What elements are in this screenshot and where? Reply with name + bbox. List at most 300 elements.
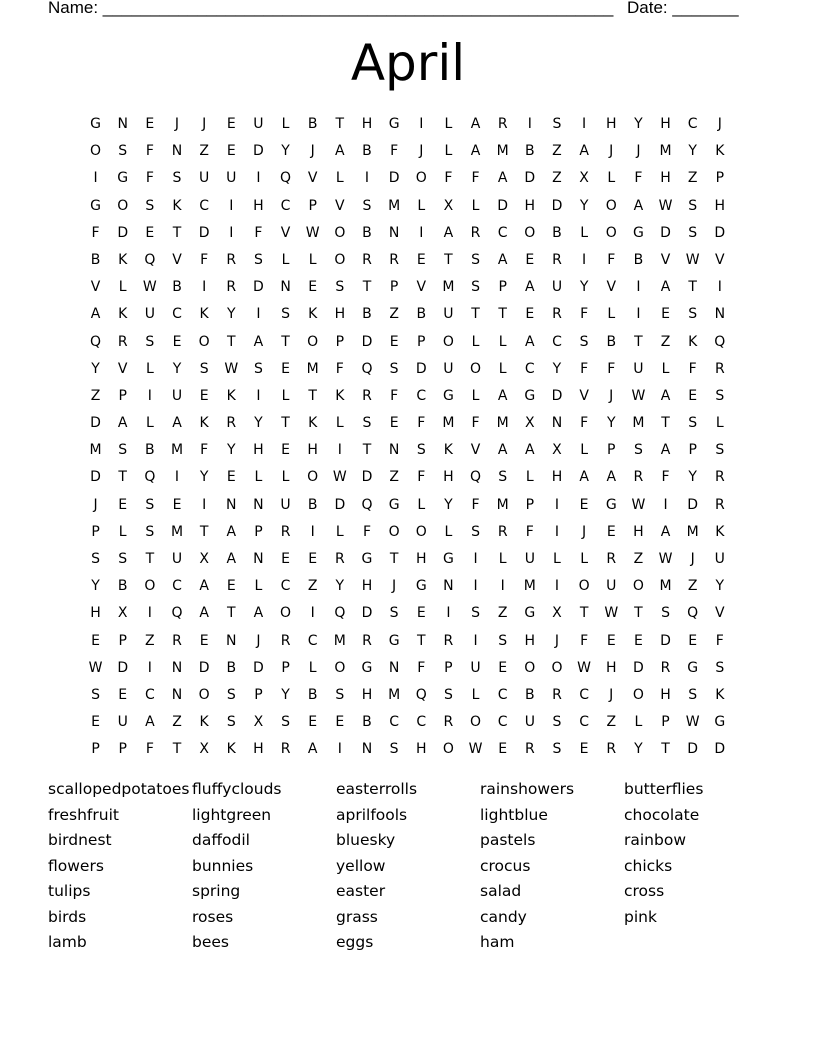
grid-letter: N bbox=[443, 578, 454, 595]
grid-letter: L bbox=[607, 306, 616, 323]
grid-letter: R bbox=[606, 741, 617, 758]
grid-letter: O bbox=[605, 197, 617, 214]
grid-letter: S bbox=[443, 686, 453, 703]
grid-letter: B bbox=[633, 251, 644, 268]
grid-letter: F bbox=[417, 659, 426, 676]
grid-row bbox=[82, 573, 734, 600]
grid-letter: T bbox=[118, 469, 127, 486]
grid-letter: K bbox=[199, 306, 209, 323]
grid-letter: L bbox=[281, 116, 290, 132]
grid-letter: L bbox=[471, 333, 480, 350]
grid-letter: A bbox=[525, 442, 535, 459]
grid-letter: L bbox=[471, 387, 480, 404]
grid-letter: E bbox=[118, 496, 128, 513]
grid-letter: R bbox=[443, 632, 454, 649]
grid-letter: I bbox=[147, 387, 152, 404]
grid-letter: X bbox=[579, 170, 589, 187]
grid-letter: T bbox=[199, 523, 209, 540]
grid-letter: R bbox=[606, 551, 617, 567]
grid-letter: S bbox=[226, 714, 236, 731]
grid-letter: D bbox=[687, 741, 699, 758]
grid-letter: R bbox=[280, 523, 291, 540]
grid-letter: E bbox=[525, 306, 535, 323]
grid-letter: E bbox=[281, 551, 290, 567]
grid-letter: T bbox=[362, 279, 372, 296]
grid-letter: K bbox=[199, 415, 209, 432]
grid-letter: H bbox=[307, 442, 318, 459]
grid-letter: I bbox=[717, 279, 722, 296]
grid-letter: D bbox=[253, 279, 264, 296]
grid-letter: F bbox=[145, 741, 154, 758]
grid-letter: G bbox=[117, 170, 129, 187]
grid-letter: S bbox=[389, 741, 399, 758]
grid-letter: N bbox=[226, 496, 237, 513]
grid-letter: B bbox=[552, 224, 562, 241]
grid-letter: E bbox=[308, 714, 318, 731]
grid-letter: A bbox=[470, 143, 481, 160]
grid-letter: E bbox=[525, 251, 535, 268]
grid-row bbox=[82, 111, 734, 138]
grid-letter: H bbox=[660, 170, 671, 187]
grid-letter: S bbox=[416, 442, 426, 459]
grid-letter: X bbox=[525, 415, 535, 432]
grid-letter: C bbox=[280, 197, 291, 214]
grid-letter: J bbox=[310, 143, 315, 160]
grid-letter: O bbox=[415, 523, 427, 540]
grid-letter: P bbox=[308, 197, 317, 214]
grid-letter: M bbox=[170, 442, 184, 459]
grid-letter: Q bbox=[280, 170, 292, 187]
grid-letter: F bbox=[580, 360, 589, 377]
grid-letter: E bbox=[281, 360, 290, 377]
grid-letter: S bbox=[471, 605, 480, 622]
grid-letter: Z bbox=[606, 714, 617, 731]
grid-letter: R bbox=[470, 224, 481, 241]
grid-letter: I bbox=[364, 170, 370, 187]
grid-letter: B bbox=[90, 251, 101, 268]
grid-letter: W bbox=[305, 224, 320, 241]
grid-letter: C bbox=[497, 224, 508, 241]
grid-letter: U bbox=[226, 170, 237, 187]
grid-letter: X bbox=[117, 605, 128, 622]
grid-letter: R bbox=[524, 741, 535, 758]
grid-letter: M bbox=[89, 442, 102, 459]
grid-letter: B bbox=[416, 306, 427, 323]
grid-letter: G bbox=[361, 551, 373, 567]
grid-letter: G bbox=[524, 387, 536, 404]
grid-letter: M bbox=[496, 143, 509, 160]
grid-letter: J bbox=[582, 523, 587, 540]
grid-letter: U bbox=[443, 306, 454, 323]
grid-letter: H bbox=[660, 686, 671, 703]
grid-letter: S bbox=[498, 632, 508, 649]
grid-row bbox=[82, 193, 734, 220]
grid-letter: C bbox=[497, 686, 508, 703]
grid-letter: L bbox=[308, 251, 317, 268]
grid-letter: R bbox=[226, 415, 237, 432]
grid-letter: O bbox=[334, 251, 346, 268]
grid-letter: Y bbox=[281, 143, 290, 160]
grid-letter: E bbox=[172, 496, 182, 513]
grid-letter: C bbox=[524, 360, 535, 377]
grid-letter: L bbox=[525, 469, 534, 486]
grid-letter: B bbox=[307, 496, 318, 513]
grid-letter: O bbox=[144, 578, 156, 595]
grid-letter: W bbox=[631, 496, 646, 513]
grid-letter: A bbox=[497, 170, 508, 187]
grid-letter: J bbox=[636, 143, 641, 160]
word-bank-item: butterflies bbox=[624, 780, 704, 798]
grid-letter: Z bbox=[307, 578, 318, 595]
grid-letter: H bbox=[415, 551, 427, 567]
word-bank-item: lightblue bbox=[480, 805, 548, 824]
grid-letter: U bbox=[470, 659, 481, 676]
grid-letter: G bbox=[90, 197, 101, 214]
grid-letter: I bbox=[310, 605, 315, 622]
grid-letter: H bbox=[714, 197, 726, 214]
grid-letter: V bbox=[470, 442, 481, 459]
grid-letter: A bbox=[606, 469, 617, 486]
grid-letter: A bbox=[470, 116, 481, 132]
grid-letter: N bbox=[388, 224, 400, 241]
grid-letter: S bbox=[335, 279, 345, 296]
grid-letter: Z bbox=[660, 333, 671, 350]
grid-letter: D bbox=[524, 170, 536, 187]
grid-letter: A bbox=[226, 523, 237, 540]
grid-row bbox=[82, 546, 734, 573]
word-bank-item: aprilfools bbox=[336, 805, 408, 824]
grid-letter: S bbox=[253, 360, 263, 377]
grid-letter: T bbox=[172, 224, 182, 241]
grid-letter: D bbox=[361, 333, 373, 350]
grid-letter: M bbox=[659, 578, 672, 595]
grid-letter: P bbox=[688, 442, 697, 459]
grid-letter: I bbox=[554, 496, 560, 513]
grid-letter: F bbox=[715, 632, 724, 649]
grid-letter: R bbox=[362, 387, 372, 404]
grid-letter: R bbox=[633, 469, 644, 486]
grid-letter: E bbox=[226, 116, 236, 132]
grid-letter: I bbox=[337, 442, 342, 459]
grid-letter: E bbox=[335, 714, 345, 731]
grid-letter: H bbox=[524, 632, 536, 649]
grid-letter: Y bbox=[335, 578, 345, 595]
grid-letter: Q bbox=[687, 605, 699, 622]
grid-letter: V bbox=[416, 279, 427, 296]
grid-letter: N bbox=[171, 143, 183, 160]
word-bank-item: crocus bbox=[480, 856, 531, 875]
grid-letter: Z bbox=[145, 632, 155, 649]
grid-letter: V bbox=[117, 360, 128, 377]
grid-letter: C bbox=[172, 578, 182, 595]
grid-letter: V bbox=[579, 387, 589, 404]
grid-letter: N bbox=[117, 116, 128, 132]
grid-letter: K bbox=[688, 333, 698, 350]
grid-row bbox=[82, 464, 734, 491]
grid-letter: F bbox=[471, 170, 480, 187]
grid-letter: Y bbox=[226, 442, 236, 459]
grid-letter: K bbox=[335, 387, 345, 404]
grid-letter: E bbox=[91, 632, 100, 649]
grid-letter: K bbox=[226, 387, 236, 404]
grid-letter: T bbox=[444, 251, 453, 268]
grid-letter: O bbox=[578, 578, 590, 595]
grid-letter: R bbox=[334, 551, 345, 567]
grid-letter: M bbox=[496, 496, 509, 513]
grid-letter: R bbox=[714, 496, 725, 513]
grid-letter: H bbox=[361, 578, 373, 595]
grid-letter: E bbox=[91, 714, 100, 731]
grid-letter: X bbox=[199, 551, 209, 567]
grid-letter: U bbox=[171, 551, 183, 567]
grid-letter: O bbox=[388, 523, 400, 540]
grid-letter: B bbox=[362, 143, 372, 160]
grid-letter: A bbox=[579, 143, 589, 160]
grid-letter: X bbox=[552, 605, 562, 622]
grid-letter: R bbox=[552, 251, 562, 268]
grid-letter: B bbox=[117, 578, 128, 595]
grid-row bbox=[82, 519, 734, 546]
grid-row bbox=[82, 301, 734, 328]
grid-letter: X bbox=[552, 442, 562, 459]
grid-letter: M bbox=[170, 523, 184, 540]
grid-letter: O bbox=[334, 224, 346, 241]
word-bank-item: spring bbox=[192, 882, 241, 900]
date-field[interactable]: Date: _______ bbox=[627, 0, 739, 17]
grid-letter: A bbox=[525, 333, 535, 350]
grid-letter: A bbox=[172, 415, 182, 432]
grid-row bbox=[82, 274, 734, 301]
grid-letter: L bbox=[580, 551, 588, 567]
grid-letter: S bbox=[253, 251, 263, 268]
grid-letter: E bbox=[172, 333, 182, 350]
grid-row bbox=[82, 165, 734, 192]
grid-letter: H bbox=[361, 686, 373, 703]
grid-letter: Z bbox=[389, 469, 399, 486]
grid-letter: R bbox=[362, 632, 372, 649]
grid-letter: F bbox=[362, 523, 371, 540]
grid-letter: T bbox=[226, 605, 236, 622]
grid-letter: L bbox=[471, 197, 480, 214]
grid-letter: P bbox=[335, 333, 345, 350]
grid-letter: G bbox=[388, 116, 400, 132]
word-bank-item: pink bbox=[624, 907, 657, 926]
grid-letter: P bbox=[444, 659, 453, 676]
grid-letter: Y bbox=[634, 116, 643, 132]
grid-letter: F bbox=[390, 143, 399, 160]
grid-letter: O bbox=[470, 360, 482, 377]
grid-letter: D bbox=[253, 659, 264, 676]
word-bank-item: lamb bbox=[48, 933, 87, 951]
grid-letter: T bbox=[634, 333, 643, 350]
word-bank-item: eggs bbox=[336, 933, 374, 951]
grid-letter: T bbox=[498, 306, 507, 323]
grid-letter: D bbox=[714, 741, 726, 758]
grid-letter: E bbox=[633, 632, 643, 649]
grid-letter: K bbox=[715, 686, 725, 703]
grid-letter: I bbox=[202, 496, 207, 513]
grid-letter: L bbox=[607, 170, 616, 187]
name-field[interactable]: Name: ______________________________________________________ bbox=[48, 0, 614, 17]
grid-letter: C bbox=[552, 333, 562, 350]
grid-letter: I bbox=[202, 279, 207, 296]
grid-letter: P bbox=[254, 686, 263, 703]
grid-letter: L bbox=[335, 415, 344, 432]
grid-letter: K bbox=[443, 442, 453, 459]
grid-letter: D bbox=[660, 224, 671, 241]
grid-row bbox=[82, 736, 734, 763]
grid-letter: H bbox=[253, 741, 264, 758]
grid-letter: S bbox=[145, 523, 155, 540]
grid-letter: I bbox=[93, 170, 98, 187]
grid-letter: M bbox=[632, 415, 645, 432]
grid-letter: S bbox=[389, 605, 399, 622]
grid-letter: Y bbox=[688, 469, 697, 486]
grid-letter: F bbox=[200, 442, 209, 459]
grid-letter: D bbox=[361, 469, 373, 486]
grid-letter: R bbox=[117, 333, 128, 350]
grid-letter: W bbox=[685, 251, 700, 268]
grid-letter: L bbox=[281, 387, 290, 404]
grid-letter: N bbox=[714, 306, 726, 323]
grid-letter: E bbox=[308, 279, 318, 296]
grid-letter: U bbox=[253, 116, 264, 132]
grid-letter: A bbox=[307, 741, 318, 758]
grid-letter: S bbox=[579, 333, 589, 350]
grid-letter: Q bbox=[415, 686, 427, 703]
grid-letter: B bbox=[525, 686, 535, 703]
grid-letter: E bbox=[606, 523, 616, 540]
grid-letter: F bbox=[200, 251, 209, 268]
grid-letter: F bbox=[471, 496, 480, 513]
grid-letter: L bbox=[145, 415, 154, 432]
grid-letter: Y bbox=[579, 197, 589, 214]
grid-letter: B bbox=[362, 224, 372, 241]
grid-letter: T bbox=[172, 741, 182, 758]
grid-letter: I bbox=[500, 578, 505, 595]
grid-letter: E bbox=[688, 632, 698, 649]
grid-letter: F bbox=[661, 469, 670, 486]
grid-row bbox=[82, 682, 734, 709]
grid-letter: I bbox=[337, 741, 342, 758]
grid-letter: S bbox=[281, 714, 290, 731]
grid-letter: S bbox=[715, 442, 725, 459]
grid-letter: Y bbox=[254, 415, 263, 432]
grid-letter: O bbox=[632, 578, 644, 595]
grid-letter: T bbox=[634, 605, 643, 622]
grid-letter: V bbox=[335, 197, 345, 214]
grid-letter: R bbox=[497, 523, 508, 540]
grid-letter: M bbox=[523, 578, 536, 595]
grid-letter: V bbox=[90, 279, 101, 296]
grid-letter: A bbox=[660, 279, 671, 296]
grid-letter: L bbox=[498, 333, 507, 350]
grid-letter: S bbox=[145, 496, 155, 513]
grid-letter: U bbox=[171, 387, 183, 404]
grid-letter: J bbox=[419, 143, 424, 160]
grid-letter: T bbox=[416, 632, 426, 649]
grid-letter: G bbox=[524, 605, 536, 622]
grid-letter: U bbox=[144, 306, 155, 323]
grid-letter: L bbox=[335, 523, 344, 540]
grid-letter: B bbox=[307, 116, 318, 132]
grid-letter: Y bbox=[199, 469, 209, 486]
grid-letter: S bbox=[226, 686, 236, 703]
grid-letter: S bbox=[362, 197, 372, 214]
grid-letter: I bbox=[310, 523, 315, 540]
word-bank-item: roses bbox=[192, 907, 234, 926]
grid-letter: R bbox=[280, 632, 291, 649]
grid-letter: V bbox=[280, 224, 291, 241]
grid-letter: S bbox=[552, 116, 562, 132]
grid-letter: I bbox=[256, 387, 261, 404]
grid-letter: F bbox=[471, 415, 480, 432]
grid-letter: T bbox=[281, 333, 290, 350]
grid-letter: E bbox=[226, 143, 236, 160]
grid-letter: E bbox=[389, 415, 399, 432]
grid-letter: O bbox=[90, 143, 102, 160]
grid-letter: L bbox=[580, 224, 588, 241]
grid-letter: C bbox=[497, 714, 508, 731]
grid-letter: C bbox=[416, 714, 427, 731]
grid-letter: R bbox=[660, 659, 671, 676]
grid-letter: U bbox=[551, 279, 563, 296]
grid-letter: P bbox=[498, 279, 507, 296]
word-bank-item: grass bbox=[336, 907, 378, 926]
grid-letter: R bbox=[226, 251, 237, 268]
grid-letter: D bbox=[415, 360, 427, 377]
word-bank-item: bees bbox=[192, 933, 229, 951]
grid-letter: L bbox=[281, 469, 290, 486]
grid-letter: D bbox=[660, 632, 671, 649]
word-bank-item: scallopedpotatoes bbox=[48, 780, 190, 798]
grid-letter: D bbox=[632, 659, 644, 676]
word-bank-item: birds bbox=[48, 907, 87, 926]
grid-letter: Z bbox=[172, 714, 182, 731]
grid-letter: L bbox=[498, 360, 507, 377]
word-row bbox=[48, 855, 768, 881]
grid-letter: D bbox=[90, 469, 101, 486]
grid-letter: W bbox=[604, 605, 619, 622]
grid-letter: L bbox=[118, 279, 127, 296]
grid-letter: A bbox=[199, 605, 209, 622]
grid-letter: U bbox=[199, 170, 210, 187]
word-row bbox=[48, 880, 768, 906]
grid-letter: T bbox=[661, 741, 670, 758]
grid-letter: A bbox=[497, 251, 508, 268]
grid-letter: S bbox=[633, 442, 643, 459]
grid-letter: P bbox=[254, 523, 263, 540]
grid-letter: Q bbox=[144, 469, 156, 486]
grid-letter: R bbox=[443, 714, 454, 731]
grid-letter: S bbox=[471, 251, 480, 268]
grid-letter: A bbox=[253, 605, 264, 622]
grid-letter: U bbox=[524, 714, 535, 731]
grid-letter: I bbox=[554, 578, 560, 595]
grid-letter: I bbox=[636, 306, 641, 323]
grid-letter: J bbox=[202, 116, 207, 132]
grid-letter: E bbox=[199, 632, 209, 649]
grid-letter: Z bbox=[552, 143, 562, 160]
grid-letter: F bbox=[607, 360, 616, 377]
grid-letter: M bbox=[496, 415, 509, 432]
grid-letter: M bbox=[388, 197, 401, 214]
grid-letter: V bbox=[172, 251, 182, 268]
word-bank-item: rainshowers bbox=[480, 780, 575, 798]
grid-letter: S bbox=[199, 360, 209, 377]
grid-letter: E bbox=[118, 686, 128, 703]
grid-letter: D bbox=[253, 143, 264, 160]
